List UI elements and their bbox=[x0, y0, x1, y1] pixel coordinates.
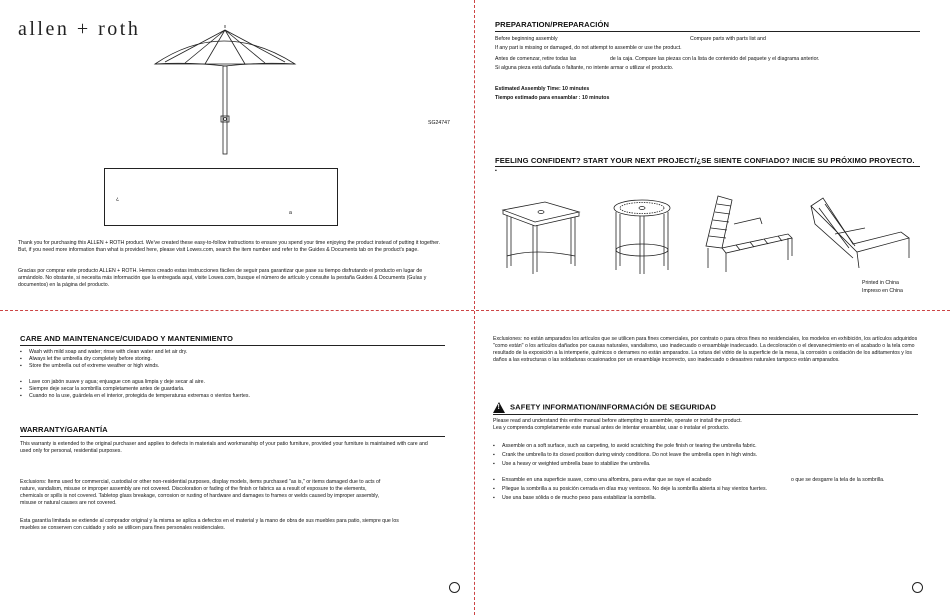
intro-es: Gracias por comprar este producto ALLEN + ROTH. Hemos creado estas instrucciones fáciles de seguir para garantizar que pase su tiempo disfrutando el producto en lugar de armándolo. No obstante, si necesita más información que la entregada aquí, visite Lowes.com, busque el número de artículo y consulte la pestaña Guides & Documents (Guías y documentos) en la página del producto. bbox=[18, 268, 427, 288]
list-item: ▪ Always let the umbrella dry completely before storing. bbox=[20, 356, 445, 363]
list-item: ▪ Use a heavy or weighted umbrella base to stabilize the umbrella. bbox=[493, 461, 918, 468]
prep-line3b: de la caja. Compare las piezas con la lista de contenido del paquete y el diagrama anterior. bbox=[610, 56, 820, 62]
list-item: ▪ Siempre deje secar la sombrilla completamente antes de guardarla. bbox=[20, 386, 445, 393]
heading-rule bbox=[20, 436, 445, 437]
safety-list-es bbox=[493, 477, 918, 502]
warranty-p3: Esta garantía limitada se extiende al comprador original y la misma se aplica a defectos en el material y la mano de obra de sus muebles para patio, siempre que los muebles se conserven con cuidado y solo se utilicen para fines personales residenciales. bbox=[20, 518, 399, 531]
warranty-p1: This warranty is extended to the original purchaser and applies to defects in materials and workmanship of your patio furniture, provided your furniture is maintained with care and used only for personal, residential purposes. bbox=[20, 441, 428, 454]
registration-mark bbox=[912, 582, 923, 593]
list-item: ▪ Store the umbrella out of extreme weather or high winds. bbox=[20, 363, 445, 370]
notice-box bbox=[104, 168, 338, 226]
notice-box-line1: ¿ bbox=[116, 196, 120, 202]
list-item: ▪ Pliegue la sombrilla a su posición cerrada en días muy ventosos. No deje la sombrilla abierta si hay vientos fuertes. bbox=[493, 486, 918, 493]
next-project-heading: FEELING CONFIDENT? START YOUR NEXT PROJECT/¿SE SIENTE CONFIADO? INICIE SU PRÓXIMO PROYECTO. bbox=[495, 156, 915, 165]
preparation-heading: PREPARATION/PREPARACIÓN bbox=[495, 20, 610, 29]
prep-line1a: Before beginning assembly bbox=[495, 36, 558, 42]
care-list-en bbox=[20, 349, 445, 370]
care-heading: CARE AND MAINTENANCE/CUIDADO Y MANTENIMIENTO bbox=[20, 334, 233, 343]
care-list-es bbox=[20, 379, 445, 400]
heading-rule bbox=[20, 345, 445, 346]
heading-rule bbox=[495, 31, 920, 32]
list-item: ▪ Cuando no la use, guárdela en el interior, protegida de temperaturas extremas o vientos fuertes. bbox=[20, 393, 445, 400]
safety-intro-es: Lea y comprenda completamente este manual antes de intentar ensamblar, usar o instalar el producto. bbox=[493, 425, 730, 431]
square-table-illustration bbox=[495, 196, 585, 276]
list-item: ▪ Crank the umbrella to its closed position during windy conditions. Do not leave the umbrella open in high winds. bbox=[493, 452, 918, 459]
model-number: SG24747 bbox=[428, 120, 450, 126]
registration-mark bbox=[449, 582, 460, 593]
next-project-bullet: ▪ bbox=[495, 168, 497, 174]
list-item: ▪ Use una base sólida o de mucho peso para estabilizar la sombrilla. bbox=[493, 495, 918, 502]
vertical-fold-line bbox=[474, 0, 475, 615]
chaise-lounge-illustration bbox=[700, 190, 800, 275]
horizontal-fold-line bbox=[0, 310, 950, 311]
brand-logo: allen + roth bbox=[18, 18, 141, 40]
safety-list-en bbox=[493, 443, 918, 468]
warranty-p2: Exclusions: Items used for commercial, custodial or other non-residential purposes, display models, items purchased "as is," or items damaged due to acts of nature, vandalism, misuse or improper assembly are not covered. Discoloration or fading of the finish or fabrics as a result of exposure to the elements, chemicals or spills is not covered. Tabletop glass breakage, corrosion or rusting of hardware and damages to frames or welds caused by improper assembly, misuse or natural causes are not covered. bbox=[20, 479, 381, 506]
heading-rule bbox=[495, 166, 920, 167]
safety-es-item1b: o que se desgarre la tela de la sombrilla. bbox=[791, 477, 885, 483]
list-item bbox=[493, 477, 918, 484]
intro-en: Thank you for purchasing this ALLEN + ROTH product. We've created these easy-to-follow instructions to ensure you spend your time enjoying the product instead of putting it together. But, if you need more information than what is provided here, please visit Lowes.com, search the item number and refer to the Guides & Documents tab on the product's page. bbox=[18, 240, 441, 253]
list-item: ▪ Lave con jabón suave y agua; enjuague con agua limpia y deje secar al aire. bbox=[20, 379, 445, 386]
assembly-time-es: Tiempo estimado para ensamblar : 10 minutos bbox=[495, 95, 610, 101]
prep-line3a: Antes de comenzar, retire todas las bbox=[495, 56, 577, 62]
sling-lounge-illustration bbox=[805, 188, 915, 273]
printed-in-es: Impreso en China bbox=[862, 288, 903, 294]
safety-heading-row bbox=[493, 402, 716, 413]
prep-line2: If any part is missing or damaged, do not attempt to assemble or use the product. bbox=[495, 45, 682, 51]
safety-es-item1a: Ensamble en una superficie suave, como una alfombra, para evitar que se raye el acabado bbox=[502, 477, 712, 483]
heading-rule bbox=[493, 414, 918, 415]
exclusions-es: Exclusiones: no están amparados los artículos que se utilicen para fines comerciales, por contrato o para otros fines no residenciales, los modelos en exhibición, los artículos adquiridos "como están" o los artículos dañados por causas naturales, vandalismo, uso inadecuado o ensamblaje inadecuado. La decoloración o el desvanecimiento en el acabado o la tela como resultado de la exposición a la intemperie, químicos o derrames no están amparados. La rotura del vidrio de la superficie de la mesa, la corrosión u oxidación de los aditamentos y los daños a las estructuras o las soldaduras ocasionados por un ensamblaje incorrecto, uso inadecuado o desastres naturales tampoco están amparados. bbox=[493, 336, 918, 363]
notice-box-line2: a bbox=[289, 210, 292, 216]
round-table-illustration bbox=[608, 196, 678, 276]
umbrella-illustration bbox=[145, 24, 305, 159]
prep-line1b: Compare parts with parts list and bbox=[690, 36, 766, 42]
list-item: ▪ Wash with mild soap and water; rinse with clean water and let air dry. bbox=[20, 349, 445, 356]
list-item: ▪ Assemble on a soft surface, such as carpeting, to avoid scratching the pole finish or tearing the umbrella fabric. bbox=[493, 443, 918, 450]
warning-icon bbox=[493, 402, 505, 413]
safety-intro-en: Please read and understand this entire manual before attempting to assemble, operate or install the product. bbox=[493, 418, 742, 424]
prep-line4: Si alguna pieza está dañada o faltante, no intente armar o utilizar el producto. bbox=[495, 65, 674, 71]
safety-heading: SAFETY INFORMATION/INFORMACIÓN DE SEGURIDAD bbox=[510, 402, 717, 412]
printed-in-en: Printed in China bbox=[862, 280, 899, 286]
assembly-time-en: Estimated Assembly Time: 10 minutes bbox=[495, 86, 590, 92]
warranty-heading: WARRANTY/GARANTÍA bbox=[20, 425, 108, 434]
